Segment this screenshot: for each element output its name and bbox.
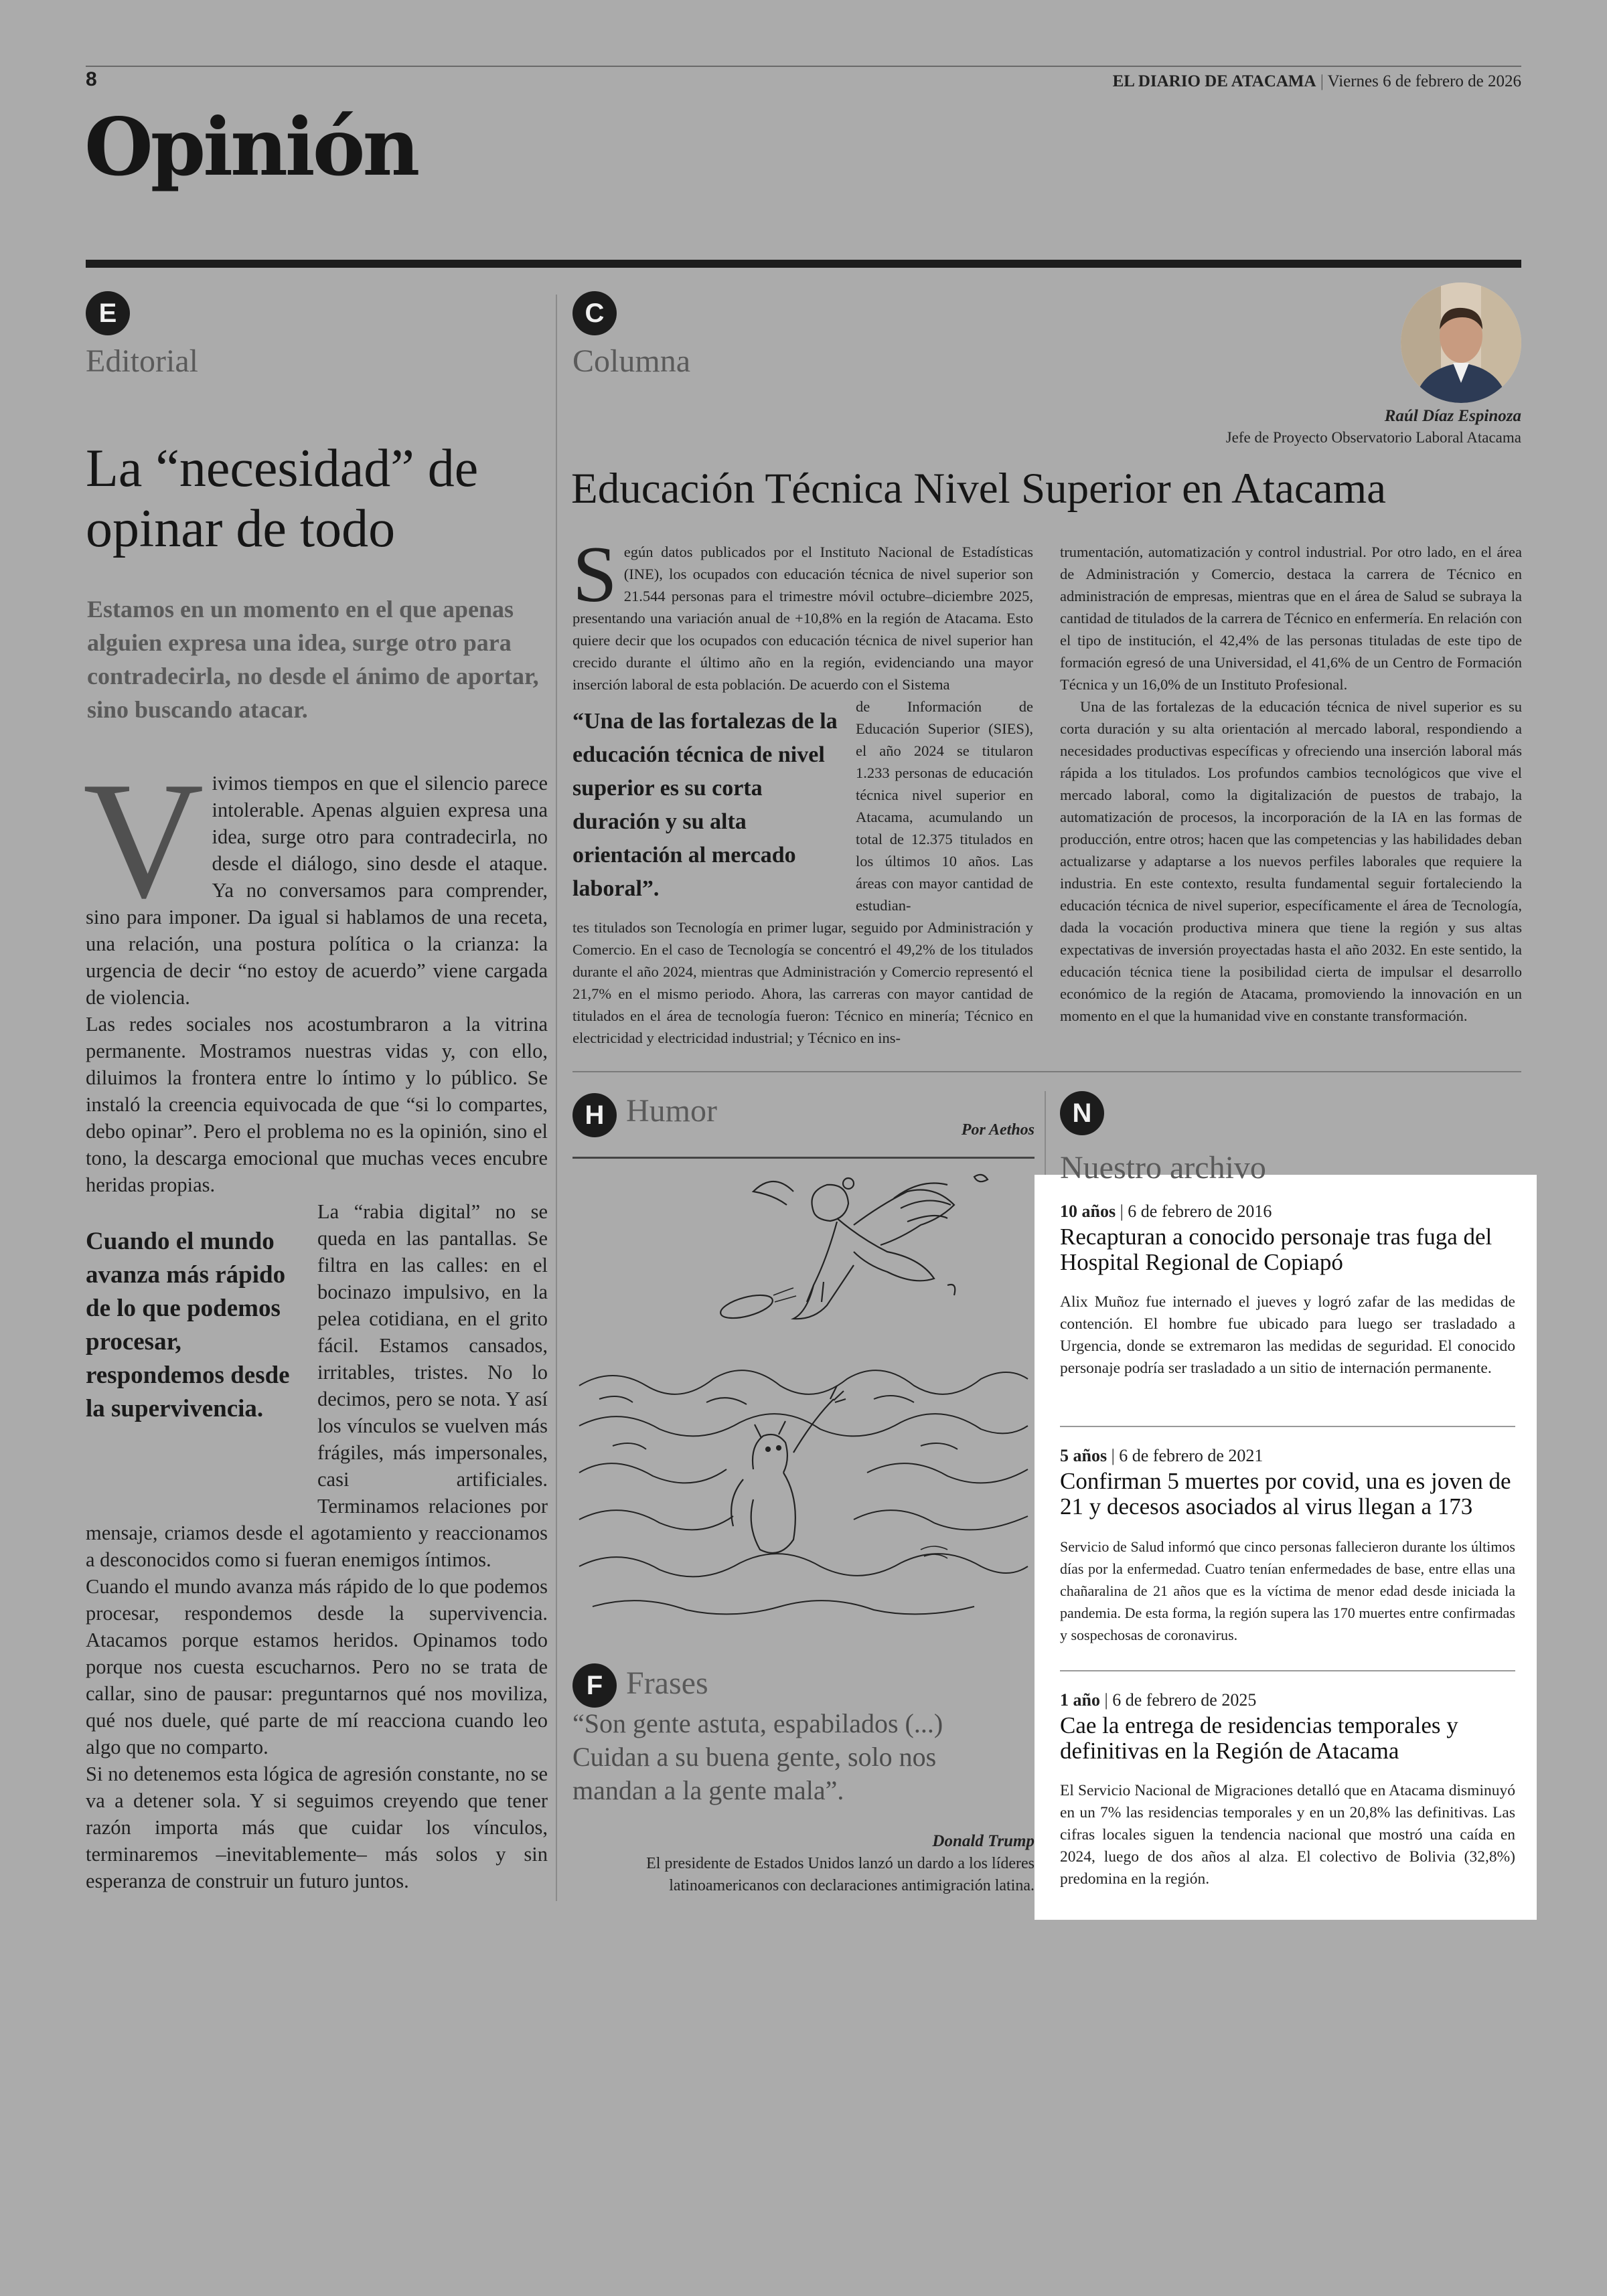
archive-label: Nuestro archivo [1060, 1150, 1266, 1185]
devil-figure [731, 1386, 846, 1553]
masthead-date [1071, 72, 1521, 91]
archive-item-3-head [1060, 1690, 1515, 1710]
column-divider-left [556, 295, 557, 1901]
section-rule [86, 260, 1521, 268]
author-photo [1401, 282, 1521, 403]
column-paragraph-1b: de Información de Educación Superior (SIES), el año 2024 se titularon 1.233 personas de educación técnica nivel superior en Atacama, acumulando un total de 12.375 titulados en los últimos 10 años. Las áreas con mayor cantidad de estudian- [856, 698, 1033, 914]
archive-item-1-years: 10 años [1060, 1202, 1116, 1221]
masthead-separator: | [1320, 72, 1328, 90]
humor-rule [572, 1157, 1035, 1159]
archive-item-2 [1060, 1446, 1515, 1646]
frases-author: Donald Trump [932, 1832, 1035, 1850]
archive-item-1 [1060, 1202, 1515, 1380]
editorial-body [83, 748, 548, 1894]
archive-item-1-sep: | [1120, 1202, 1128, 1221]
humor-cartoon [572, 1165, 1035, 1633]
masthead: EL DIARIO DE ATACAMA [1112, 72, 1316, 90]
frases-quote: “Son gente astuta, espabilados (...) Cuidan a su buena gente, solo nos mandan a la gente mala”. [572, 1708, 943, 1805]
humor-credit: Por Aethos [961, 1121, 1035, 1139]
editorial-headline: La “necesidad” de opinar de todo [86, 439, 479, 558]
column-paragraph-1c: tes titulados son Tecnología en primer lugar, seguido por Administración y Comercio. En el caso de Tecnología se concentró el 49,2% de los titulados durante el año 2024, mientras que Administración y Comercio representó el 21,7% en el mismo periodo. Ahora, las carreras con mayor cantidad de titulados en el área de tecnología fueron: Técnico en minería; Técnico en electricidad y electricidad industrial; y Técnico en ins- [572, 919, 1033, 1046]
editorial-paragraph-5: Si no detenemos esta lógica de agresión constante, no se va a detener sola. Y si seguimos creyendo que tener razón importa más que cuidar los vínculos, terminaremos –inevitablemente– más solos y sin esperanza de construir un futuro juntos. [86, 1762, 548, 1892]
frases-context: El presidente de Estados Unidos lanzó un dardo a los líderes latinoamericanos con declaraciones antimigración latina. [646, 1855, 1035, 1894]
archive-item-2-title: Confirman 5 muertes por covid, una es joven de 21 y decesos asociados al virus llegan a 173 [1060, 1468, 1511, 1520]
frases-badge: F [572, 1663, 617, 1708]
humor-badge: H [572, 1093, 617, 1137]
column-bottom-rule [572, 1071, 1521, 1072]
archive-item-1-title: Recapturan a conocido personaje tras fuga del Hospital Regional de Copiapó [1060, 1224, 1493, 1275]
sea-waves [579, 1370, 1028, 1614]
archive-divider-1 [1060, 1426, 1515, 1427]
archive-item-2-head [1060, 1446, 1515, 1466]
archive-item-3 [1060, 1690, 1515, 1890]
column-pullquote: “Una de las fortalezas de la educación técnica de nivel superior es su corta duración y su alta orientación al mercado laboral”. [572, 709, 838, 901]
humor-label: Humor [626, 1093, 717, 1129]
editorial-dropcap: V [83, 748, 204, 933]
page-number: 8 [86, 68, 97, 90]
author-portrait [1401, 282, 1521, 403]
issue-date: Viernes 6 de febrero de 2026 [1327, 72, 1521, 90]
column-pullquote-box [572, 705, 844, 906]
archive-item-2-years: 5 años [1060, 1446, 1107, 1465]
editorial-lead: Estamos en un momento en el que apenas alguien expresa una idea, surge otro para contradecirla, no desde el ánimo de aportar, sino buscando atacar. [87, 596, 539, 723]
archive-item-1-date: 6 de febrero de 2016 [1128, 1202, 1272, 1221]
column-body-right [1060, 541, 1522, 1027]
column-body-left [572, 529, 1033, 1049]
column-paragraph-2: trumentación, automatización y control industrial. Por otro lado, en el área de Administración y Comercio, destaca la carrera de Técnico en administración de empresas, mientras que en el área de Salud se subraya la cantidad de titulados de la carrera de Técnico en enfermería. En relación con el tipo de institución, el 42,4% de las personas tituladas de este tipo de formación egresó de una Universidad, el 41,6% de un Centro de Formación Técnica y un 16,0% de un Instituto Profesional. [1060, 544, 1522, 693]
column-paragraph-1: egún datos publicados por el Instituto Nacional de Estadísticas (INE), los ocupados con educación técnica de nivel superior son 21.544 personas para el trimestre móvil octubre–diciembre 2025, presentando una variación anual de +10,8% en la región de Atacama. Esto quiere decir que los ocupados con educación técnica de nivel superior han crecido durante el último año en la región, evidenciando una mayor inserción laboral de esta población. De acuerdo con el Sistema [572, 544, 1033, 693]
archive-panel [1035, 1150, 1537, 1920]
column-label: Columna [572, 343, 690, 379]
editorial-paragraph-1: ivimos tiempos en que el silencio parece intolerable. Apenas alguien expresa una idea, surge otro para contradecirla, no desde el diálogo, sino desde el ataque. Ya no conversamos para comprender, sino para imponer. Da igual si hablamos de una receta, una relación, una postura política o la crianza: la urgencia de decir “no estoy de acuerdo” viene cargada de violencia. [86, 772, 548, 1009]
archive-badge: N [1060, 1091, 1104, 1135]
author-name: Raúl Díaz Espinoza [1384, 407, 1521, 425]
column-headline: Educación Técnica Nivel Superior en Atacama [571, 465, 1387, 513]
column-paragraph-3: Una de las fortalezas de la educación técnica de nivel superior es su corta duración y su alta orientación al mercado laboral, respondiendo a necesidades productivas específicas y ofreciendo una inserción laboral más rápida a los titulados. Los profundos cambios tecnológicos que vive el mercado laboral, como la digitalización de puestos de trabajo, la automatización de procesos, la incorporación de la IA en las formas de producción, entre otros; hacen que las competencias y las habilidades deban actualizarse y adaptarse a los nuevos perfiles laborales que requiere la industria. En este contexto, resulta fundamental seguir fortaleciendo la educación técnica de nivel superior, específicamente el área de Tecnología, dada la vocación productiva minera que tiene la región y sus altas expectativas de inversión proyectadas hasta el año 2032. En este sentido, la educación técnica tiene la posibilidad cierta de impulsar el desarrollo económico de la región de Atacama, promoviendo la innovación en un momento en el que la humanidad vive en constante transformación. [1060, 698, 1522, 1024]
section-title: Opinión [84, 100, 418, 193]
archive-item-1-text: Alix Muñoz fue internado el jueves y logró zafar de las medidas de contención. El hombre fue ubicado para luego ser trasladado a Urgencia, donde se extremaron las medidas de seguridad. El conocido personaje podría ser trasladado a un sitio de internación permanente. [1060, 1293, 1515, 1377]
editorial-label: Editorial [86, 343, 198, 379]
archive-item-3-text: El Servicio Nacional de Migraciones detalló que en Atacama disminuyó en un 7% las residencias temporales y en un 20,8% las definitivas. Las cifras locales siguen la tendencia nacional que mostró una caída en 2024, luego de dos años al alza. El colectivo de Bolivia (32,8%) predomina en la región. [1060, 1782, 1515, 1888]
archive-item-2-date: 6 de febrero de 2021 [1119, 1446, 1264, 1465]
frases-label: Frases [626, 1665, 708, 1701]
archive-item-3-date: 6 de febrero de 2025 [1112, 1690, 1257, 1710]
angel-figure [753, 1175, 988, 1319]
editorial-pullquote: Cuando el mundo avanza más rápido de lo que podemos procesar, respondemos desde la supervivencia. [86, 1228, 290, 1422]
archive-item-1-head [1060, 1202, 1515, 1222]
archive-item-2-sep: | [1111, 1446, 1120, 1465]
column-badge: C [572, 291, 617, 335]
archive-item-2-text: Servicio de Salud informó que cinco personas fallecieron durante los últimos días por la enfermedad. Cuatro tenían enfermedades de base, entre ellas una chañaralina de 21 años que es la víctima de menor edad desde iniciada la pandemia. De esta forma, la región supera las 170 muertes entre confirmadas y sospechosas de coronavirus. [1060, 1538, 1515, 1643]
archive-item-3-years: 1 año [1060, 1690, 1100, 1710]
column-dropcap: S [572, 529, 617, 619]
archive-item-3-sep: | [1104, 1690, 1113, 1710]
editorial-paragraph-4: Cuando el mundo avanza más rápido de lo que podemos procesar, respondemos desde la supervivencia. Atacamos porque estamos heridos. Opinamos todo porque nos cuesta escucharnos. Pero no se trata de callar, sino de pausar: preguntarnos qué nos moviliza, qué nos duele, qué parte de mí reacciona cuando leo algo que no comparto. [86, 1575, 548, 1758]
author-role: Jefe de Proyecto Observatorio Laboral Atacama [1225, 429, 1521, 446]
editorial-paragraph-2: Las redes sociales nos acostumbraron a la vitrina permanente. Mostramos nuestras vidas y, con ello, diluimos la frontera entre lo íntimo y lo público. Se instaló la creencia equivocada de que “si lo compartes, debo opinar”. Pero el problema no es la opinión, sino el tono, la descarga emocional que muchas veces encubre heridas propias. [86, 1013, 548, 1196]
editorial-paragraph-3: La “rabia digital” no se queda en las pantallas. Se filtra en las calles: en el bocinazo impulsivo, en la pelea cotidiana, en el grito fácil. Estamos cansados, irritables, tristes. No lo decimos, pero se nota. Y así los vínculos se vuelven más frágiles, más impersonales, casi artificiales. Terminamos relaciones por mensaje, criamos desde el agotamiento y reaccionamos a desconocidos como si fueran enemigos íntimos. [86, 1200, 548, 1571]
pullquote-spacer [86, 1225, 307, 1506]
archive-divider-2 [1060, 1670, 1515, 1671]
archive-item-3-title: Cae la entrega de residencias temporales y definitivas en la Región de Atacama [1060, 1712, 1458, 1764]
halo-icon [718, 1291, 775, 1323]
editorial-badge: E [86, 291, 130, 335]
